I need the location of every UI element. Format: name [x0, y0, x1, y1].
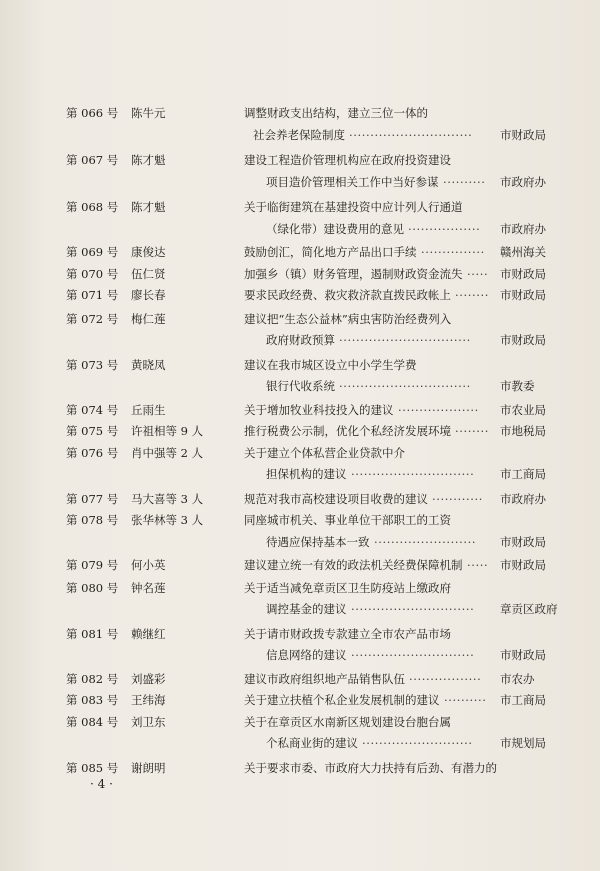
proposal-title: 个私商业街的建议 — [266, 736, 358, 750]
handling-department: 市地税局 — [500, 424, 546, 438]
proposal-number: 第 073 号 — [66, 357, 119, 372]
proposal-number: 第 068 号 — [66, 200, 119, 214]
handling-department: 市财政局 — [500, 558, 546, 572]
entry-line — [0, 645, 600, 667]
entry-line — [0, 103, 600, 125]
leader-dots: ·········· — [443, 174, 486, 189]
leader-dots: ····· — [467, 266, 489, 281]
proposal-title: 加强乡（镇）财务管理，遏制财政资金流失 — [244, 266, 463, 281]
leader-dots: ····························· — [349, 127, 473, 142]
entry-line — [0, 421, 600, 443]
list-item — [0, 242, 600, 264]
proposal-title: 信息网络的建议 — [266, 648, 347, 662]
list-item — [0, 197, 600, 240]
entry-line — [0, 758, 600, 780]
entry-line — [0, 510, 600, 532]
leader-dots: ·························· — [362, 736, 473, 750]
proposal-number: 第 074 号 — [66, 402, 119, 417]
proposal-number: 第 085 号 — [66, 760, 119, 775]
handling-department: 章贡区政府 — [500, 602, 558, 616]
proposal-title: 银行代收系统 — [266, 379, 335, 393]
proposal-title: 关于增加牧业科技投入的建议 — [244, 402, 394, 417]
proposal-title: 调控基金的建议 — [266, 602, 347, 616]
proposal-number: 第 078 号 — [66, 513, 119, 527]
entry-line — [0, 599, 600, 621]
handling-department: 市教委 — [500, 379, 535, 393]
entry-line — [0, 624, 600, 646]
handling-department: 市农业局 — [500, 402, 546, 417]
proposal-title: 建议在我市城区设立中小学生学费 — [244, 357, 417, 372]
handling-department: 市财政局 — [500, 333, 546, 347]
list-item — [0, 510, 600, 553]
entry-line — [0, 264, 600, 286]
proposal-number: 第 083 号 — [66, 693, 119, 707]
leader-dots: ····························· — [351, 467, 475, 481]
handling-department: 市财政局 — [500, 127, 546, 142]
list-item — [0, 421, 600, 443]
list-item — [0, 712, 600, 755]
proposer-name: 康俊达 — [131, 245, 166, 259]
entry-line — [0, 219, 600, 241]
proposal-number: 第 082 号 — [66, 671, 119, 686]
entry-line — [0, 464, 600, 486]
proposer-name: 刘卫东 — [131, 714, 166, 729]
proposal-title: 要求民政经费、救灾救济款直拨民政帐上 — [244, 288, 451, 302]
handling-department: 市工商局 — [500, 693, 546, 707]
list-item — [0, 443, 600, 486]
proposal-number: 第 069 号 — [66, 245, 119, 259]
proposal-number: 第 080 号 — [66, 580, 119, 595]
handling-department: 市规划局 — [500, 736, 546, 750]
list-item — [0, 285, 600, 307]
proposer-name: 马大喜等 3 人 — [131, 491, 204, 506]
entry-line — [0, 285, 600, 307]
proposal-title: 鼓励创汇，简化地方产品出口手续 — [244, 245, 417, 259]
entry-line — [0, 400, 600, 422]
proposer-name: 黄晓凤 — [131, 357, 166, 372]
proposal-title: 关于适当减免章贡区卫生防疫站上缴政府 — [244, 580, 451, 595]
proposer-name: 陈才魁 — [131, 200, 166, 214]
proposer-name: 许祖相等 9 人 — [131, 424, 204, 438]
list-item — [0, 578, 600, 621]
entry-line — [0, 669, 600, 691]
proposer-name: 何小英 — [131, 558, 166, 572]
entry-line — [0, 309, 600, 331]
entry-line — [0, 532, 600, 554]
proposal-title: 调整财政支出结构，建立三位一体的 — [244, 106, 428, 120]
list-item — [0, 309, 600, 352]
proposal-title: 关于在章贡区水南新区规划建设台胞台属 — [244, 714, 451, 729]
proposer-name: 廖长春 — [131, 288, 166, 302]
handling-department: 市农办 — [500, 671, 535, 686]
list-item — [0, 400, 600, 422]
list-item — [0, 758, 600, 780]
proposer-name: 丘雨生 — [131, 402, 166, 417]
entry-line — [0, 555, 600, 577]
proposal-title: 推行税费公示制，优化个私经济发展环境 — [244, 424, 451, 438]
entry-line — [0, 578, 600, 600]
entry-line — [0, 242, 600, 264]
handling-department: 市财政局 — [500, 648, 546, 662]
proposal-number: 第 070 号 — [66, 266, 119, 281]
proposal-title: 政府财政预算 — [266, 333, 335, 347]
list-item — [0, 555, 600, 577]
leader-dots: ············ — [432, 491, 484, 506]
entry-line — [0, 355, 600, 377]
proposal-number: 第 081 号 — [66, 626, 119, 641]
proposal-title: 建议建立统一有效的政法机关经费保障机制 — [244, 558, 463, 572]
proposer-name: 赖继红 — [131, 626, 166, 641]
leader-dots: ····························· — [351, 602, 475, 616]
entry-line — [0, 197, 600, 219]
proposal-title: 同座城市机关、事业单位干部职工的工资 — [244, 513, 451, 527]
leader-dots: ········ — [455, 288, 490, 302]
proposal-title: 关于要求市委、市政府大力扶持有后劲、有潜力的 — [244, 760, 497, 775]
handling-department: 市财政局 — [500, 534, 546, 549]
proposer-name: 谢朗明 — [131, 760, 166, 775]
list-item — [0, 150, 600, 193]
list-item — [0, 264, 600, 286]
proposal-list — [0, 103, 600, 779]
proposal-number: 第 066 号 — [66, 106, 119, 120]
leader-dots: ··············· — [421, 245, 485, 259]
proposal-title: 待遇应保持基本一致 — [266, 534, 370, 549]
list-item — [0, 489, 600, 511]
proposal-title: 关于建立个体私营企业贷款中介 — [244, 445, 405, 460]
entry-line — [0, 172, 600, 194]
proposal-title: （绿化带）建设费用的意见 — [266, 221, 404, 236]
list-item — [0, 624, 600, 667]
proposal-title: 规范对我市高校建设项目收费的建议 — [244, 491, 428, 506]
proposal-title: 担保机构的建议 — [266, 467, 347, 481]
proposer-name: 张华林等 3 人 — [131, 513, 204, 527]
leader-dots: ····· — [467, 558, 489, 572]
entry-line — [0, 125, 600, 147]
handling-department: 市政府办 — [500, 491, 546, 506]
proposal-number: 第 079 号 — [66, 558, 119, 572]
proposal-title: 关于建立扶植个私企业发展机制的建议 — [244, 693, 440, 707]
handling-department: 市财政局 — [500, 266, 546, 281]
list-item — [0, 103, 600, 146]
proposer-name: 梅仁莲 — [131, 311, 166, 326]
proposer-name: 肖中强等 2 人 — [131, 445, 204, 460]
proposal-title: 项目造价管理相关工作中当好参谋 — [266, 174, 439, 189]
proposal-number: 第 067 号 — [66, 153, 119, 167]
entry-line — [0, 150, 600, 172]
leader-dots: ························ — [374, 534, 477, 549]
handling-department: 市政府办 — [500, 221, 546, 236]
proposal-number: 第 075 号 — [66, 424, 119, 438]
entry-line — [0, 443, 600, 465]
leader-dots: ······························· — [339, 333, 471, 347]
entry-line — [0, 489, 600, 511]
proposer-name: 钟名莲 — [131, 580, 166, 595]
handling-department: 市财政局 — [500, 288, 546, 302]
proposer-name: 陈才魁 — [131, 153, 166, 167]
proposal-title: 建议把“生态公益林”病虫害防治经费列入 — [244, 311, 452, 326]
list-item — [0, 690, 600, 712]
proposal-number: 第 071 号 — [66, 288, 119, 302]
proposal-number: 第 084 号 — [66, 714, 119, 729]
proposal-title: 关于临街建筑在基建投资中应计列人行通道 — [244, 200, 463, 214]
proposal-number: 第 077 号 — [66, 491, 119, 506]
proposer-name: 刘盛彩 — [131, 671, 166, 686]
handling-department: 市工商局 — [500, 467, 546, 481]
proposer-name: 王纬海 — [131, 693, 166, 707]
leader-dots: ················· — [408, 221, 481, 236]
handling-department: 赣州海关 — [500, 245, 546, 259]
leader-dots: ··················· — [398, 402, 479, 417]
list-item — [0, 669, 600, 691]
page-number: · 4 · — [90, 777, 113, 791]
leader-dots: ·········· — [444, 693, 487, 707]
leader-dots: ····························· — [351, 648, 475, 662]
leader-dots: ················· — [409, 671, 482, 686]
list-item — [0, 355, 600, 398]
proposer-name: 伍仁贤 — [131, 266, 166, 281]
handling-department: 市政府办 — [500, 174, 546, 189]
proposal-title: 社会养老保险制度 — [253, 127, 345, 142]
proposer-name: 陈牛元 — [131, 106, 166, 120]
proposal-title: 建设工程造价管理机构应在政府投资建设 — [244, 153, 451, 167]
proposal-number: 第 076 号 — [66, 445, 119, 460]
entry-line — [0, 376, 600, 398]
leader-dots: ······························· — [339, 379, 471, 393]
proposal-number: 第 072 号 — [66, 311, 119, 326]
entry-line — [0, 733, 600, 755]
entry-line — [0, 712, 600, 734]
entry-line — [0, 690, 600, 712]
entry-line — [0, 330, 600, 352]
proposal-title: 关于请市财政拨专款建立全市农产品市场 — [244, 626, 451, 641]
leader-dots: ········ — [455, 424, 490, 438]
proposal-title: 建议市政府组织地产品销售队伍 — [244, 671, 405, 686]
